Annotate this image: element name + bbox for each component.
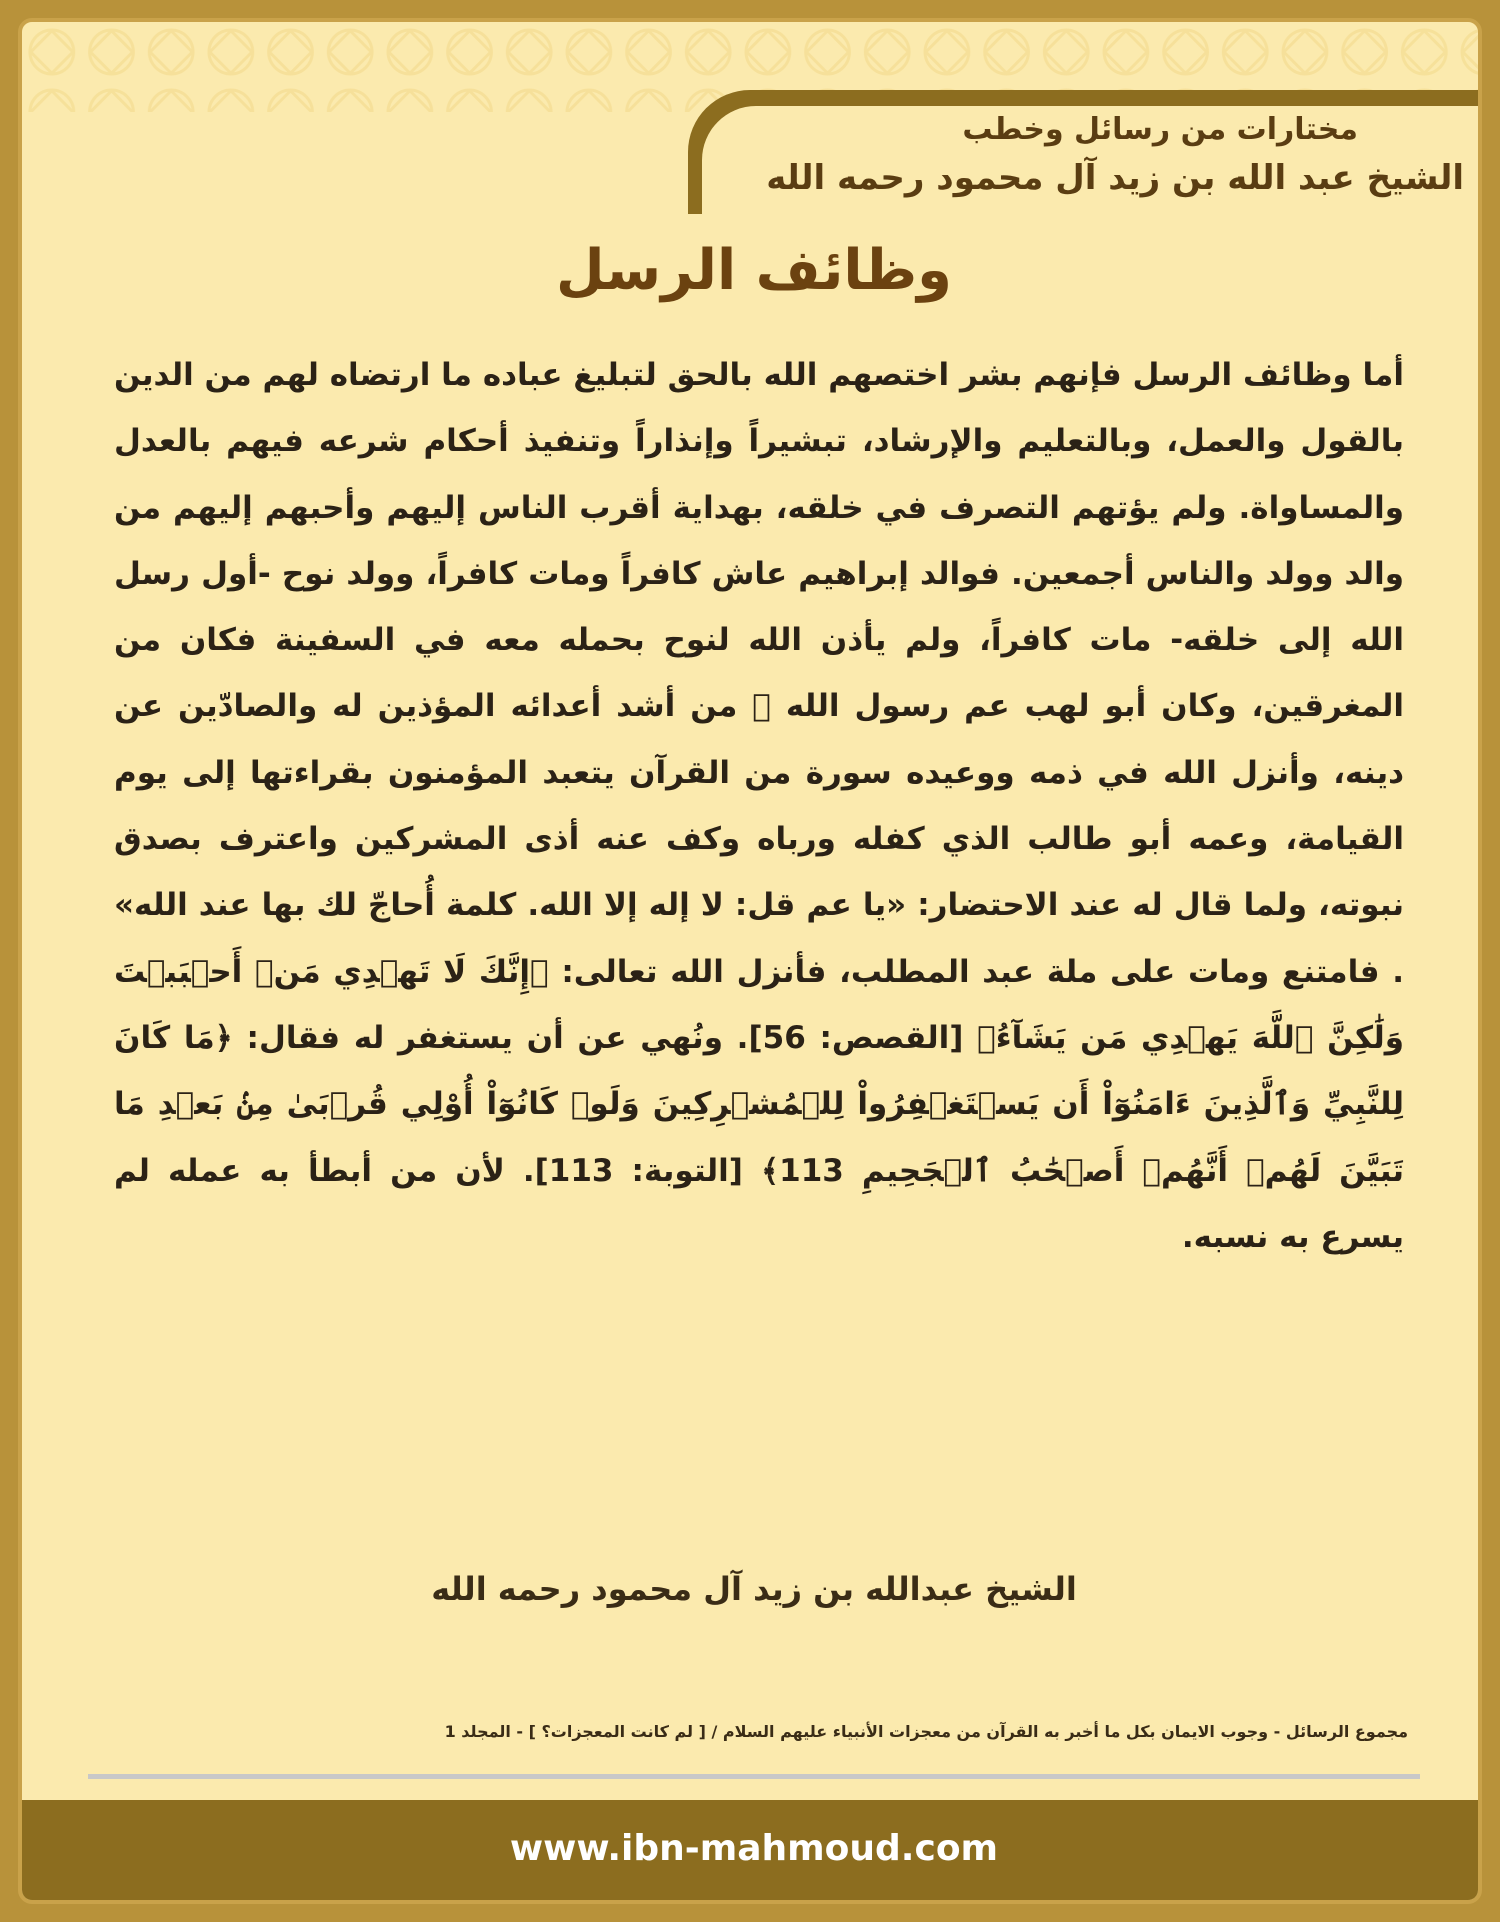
website-link[interactable]: www.ibn-mahmoud.com (509, 1828, 999, 1869)
page (18, 18, 1482, 1904)
signature: الشيخ عبدالله بن زيد آل محمود رحمه الله (431, 1570, 1077, 1608)
page-title: وظائف الرسل (556, 238, 952, 303)
footer (22, 1800, 1482, 1904)
article-body (114, 342, 1404, 1270)
source-citation: مجموع الرسائل - وجوب الايمان بكل ما أخبر به القرآن من معجزات الأنبياء عليهم السلام / [ لم كانت المعجزات؟ ] - المجلد 1 (444, 1722, 1408, 1741)
header (702, 106, 1478, 214)
divider (88, 1774, 1420, 1779)
header-author: الشيخ عبد الله بن زيد آل محمود رحمه الله (766, 158, 1464, 198)
header-series-title: مختارات من رسائل وخطب (962, 112, 1358, 147)
article-paragraph: أما وظائف الرسل فإنهم بشر اختصهم الله بالحق لتبليغ عباده ما ارتضاه لهم من الدين بالقول والعمل، وبالتعليم والإرشاد، تبشيراً وإنذاراً وتنفيذ أحكام شرعه فيهم بالعدل والمساواة. ولم يؤتهم التصرف في خلقه، بهداية أقرب الناس إليهم وأحبهم إليهم من والد وولد والناس أجمعين. فوالد إبراهيم عاش كافراً ومات كافراً، وولد نوح -أول رسل الله إلى خلقه- مات كافراً، ولم يأذن الله لنوح بحمله معه في السفينة فكان من المغرقين، وكان أبو لهب عم رسول الله ﷺ من أشد أعدائه المؤذين له والصادّين عن دينه، وأنزل الله في ذمه ووعيده سورة من القرآن يتعبد المؤمنون بقراءتها إلى يوم القيامة، وعمه أبو طالب الذي كفله ورباه وكف عنه أذى المشركين واعترف بصدق نبوته، ولما قال له عند الاحتضار: «يا عم قل: لا إله إلا الله. كلمة أُحاجّ لك بها عند الله» . فامتنع ومات على ملة عبد المطلب، فأنزل الله تعالى: ﴿إِنَّكَ لَا تَهۡدِي مَنۡ أَحۡبَبۡتَ وَلَٰكِنَّ ٱللَّهَ يَهۡدِي مَن يَشَآءُ﴾ [القصص: 56]. ونُهي عن أن يستغفر له فقال: ﴿مَا كَانَ لِلنَّبِيِّ وَٱلَّذِينَ ءَامَنُوٓاْ أَن يَسۡتَغۡفِرُواْ لِلۡمُشۡرِكِينَ وَلَوۡ كَانُوٓاْ أُوْلِي قُرۡبَىٰ مِنۢ بَعۡدِ مَا تَبَيَّنَ لَهُمۡ أَنَّهُمۡ أَصۡحَٰبُ ٱلۡجَحِيمِ 113﴾ [التوبة: 113]. لأن من أبطأ به عمله لم يسرع به نسبه. (114, 357, 1404, 1255)
